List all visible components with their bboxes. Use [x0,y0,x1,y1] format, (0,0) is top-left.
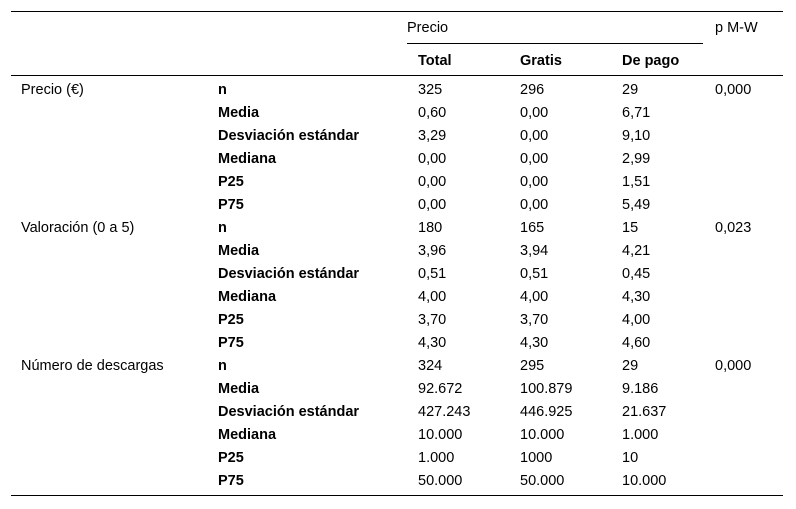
cell-gratis: 4,30 [520,335,549,351]
cell-gratis: 0,00 [520,151,549,167]
cell-gratis: 0,51 [520,266,549,282]
stat-label: n [218,82,227,98]
col-header-gratis: Gratis [520,53,562,69]
cell-de-pago: 29 [622,358,639,374]
col-header-total: Total [418,53,452,69]
cell-de-pago: 0,45 [622,266,651,282]
cell-de-pago: 1.000 [622,427,659,443]
stat-label: P25 [218,450,244,466]
cell-total: 3,70 [418,312,447,328]
cell-gratis: 4,00 [520,289,549,305]
cell-gratis: 165 [520,220,545,236]
cell-total: 3,96 [418,243,447,259]
precio-group-header: Precio [407,20,449,36]
group-rule [407,43,703,44]
group-pvalue: 0,023 [715,220,752,236]
stat-label: P75 [218,335,244,351]
cell-gratis: 100.879 [520,381,573,397]
cell-gratis: 0,00 [520,197,549,213]
stat-label: P75 [218,197,244,213]
stat-label: P25 [218,312,244,328]
cell-gratis: 446.925 [520,404,573,420]
cell-de-pago: 4,00 [622,312,651,328]
cell-gratis: 295 [520,358,545,374]
group-label: Valoración (0 a 5) [21,220,135,236]
cell-total: 50.000 [418,473,463,489]
stat-label: Desviación estándar [218,404,360,420]
cell-total: 0,00 [418,197,447,213]
cell-gratis: 10.000 [520,427,565,443]
cell-total: 427.243 [418,404,471,420]
cell-total: 0,00 [418,151,447,167]
cell-total: 0,60 [418,105,447,121]
cell-de-pago: 9.186 [622,381,659,397]
cell-de-pago: 5,49 [622,197,651,213]
cell-de-pago: 29 [622,82,639,98]
cell-de-pago: 10 [622,450,639,466]
group-label: Precio (€) [21,82,84,98]
stat-label: Media [218,381,260,397]
stat-label: Desviación estándar [218,266,360,282]
cell-de-pago: 1,51 [622,174,651,190]
cell-total: 3,29 [418,128,447,144]
cell-total: 1.000 [418,450,455,466]
cell-gratis: 50.000 [520,473,565,489]
top-rule [11,11,783,12]
group-label: Número de descargas [21,358,164,374]
stat-label: Media [218,243,260,259]
cell-total: 324 [418,358,443,374]
cell-gratis: 296 [520,82,545,98]
header-rule [11,75,783,76]
stat-label: P75 [218,473,244,489]
cell-gratis: 3,94 [520,243,549,259]
cell-de-pago: 9,10 [622,128,651,144]
stat-label: Media [218,105,260,121]
cell-total: 325 [418,82,443,98]
cell-gratis: 3,70 [520,312,549,328]
cell-gratis: 0,00 [520,105,549,121]
cell-de-pago: 4,60 [622,335,651,351]
cell-de-pago: 2,99 [622,151,651,167]
stat-label: Mediana [218,151,277,167]
cell-total: 0,51 [418,266,447,282]
stat-label: Mediana [218,289,277,305]
cell-total: 0,00 [418,174,447,190]
cell-total: 92.672 [418,381,463,397]
cell-gratis: 0,00 [520,174,549,190]
cell-gratis: 1000 [520,450,553,466]
cell-total: 4,30 [418,335,447,351]
cell-total: 10.000 [418,427,463,443]
pmw-header: p M-W [715,20,758,36]
col-header-de-pago: De pago [622,53,680,69]
cell-de-pago: 21.637 [622,404,667,420]
stat-label: P25 [218,174,244,190]
cell-de-pago: 4,30 [622,289,651,305]
stat-label: Desviación estándar [218,128,360,144]
stat-label: n [218,358,227,374]
bottom-rule [11,495,783,496]
cell-total: 180 [418,220,443,236]
cell-de-pago: 6,71 [622,105,651,121]
cell-de-pago: 4,21 [622,243,651,259]
stat-label: n [218,220,227,236]
cell-gratis: 0,00 [520,128,549,144]
group-pvalue: 0,000 [715,82,752,98]
cell-de-pago: 10.000 [622,473,667,489]
group-pvalue: 0,000 [715,358,752,374]
cell-total: 4,00 [418,289,447,305]
stat-label: Mediana [218,427,277,443]
cell-de-pago: 15 [622,220,639,236]
